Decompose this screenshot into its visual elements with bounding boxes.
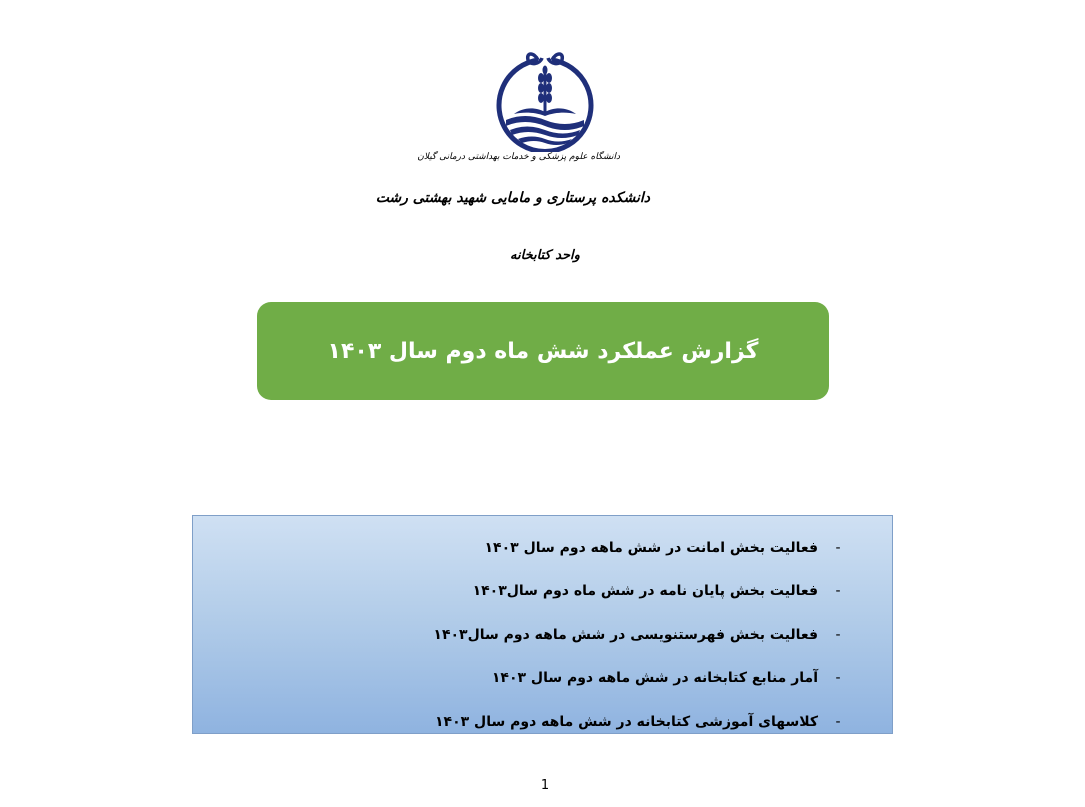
toc-list (193, 526, 892, 744)
toc-item-text: فعالیت بخش فهرستنویسی در شش ماهه دوم سال۱۴۰۳ (433, 626, 818, 643)
toc-bullet: - (835, 670, 841, 687)
report-title: گزارش عملکرد شش ماه دوم سال ۱۴۰۳ (327, 338, 759, 364)
unit-name: واحد کتابخانه (510, 248, 580, 263)
page-number: 1 (540, 778, 550, 793)
toc-item-text: آمار منابع کتابخانه در شش ماهه دوم سال ۱۴۰۳ (491, 670, 818, 687)
table-of-contents (192, 515, 893, 734)
toc-item (193, 657, 892, 701)
toc-item (193, 613, 892, 657)
toc-item (193, 700, 892, 744)
university-logo (490, 50, 600, 152)
faculty-name: دانشکده پرستاری و مامایی شهید بهشتی رشت (375, 190, 650, 206)
toc-item-text: کلاسهای آموزشی کتابخانه در شش ماهه دوم سال ۱۴۰۳ (435, 713, 818, 730)
toc-item (193, 570, 892, 614)
university-seal-icon (490, 50, 600, 152)
toc-bullet: - (835, 713, 841, 730)
university-name: دانشگاه علوم پزشکی و خدمات بهداشتی درمانی گیلان (417, 152, 620, 162)
toc-bullet: - (835, 583, 841, 600)
toc-item-text: فعالیت بخش پایان نامه در شش ماه دوم سال۱۴۰۳ (472, 583, 818, 600)
toc-item (193, 526, 892, 570)
title-banner (257, 302, 829, 400)
toc-bullet: - (835, 539, 841, 556)
toc-bullet: - (835, 626, 841, 643)
toc-item-text: فعالیت بخش امانت در شش ماهه دوم سال ۱۴۰۳ (484, 539, 818, 556)
